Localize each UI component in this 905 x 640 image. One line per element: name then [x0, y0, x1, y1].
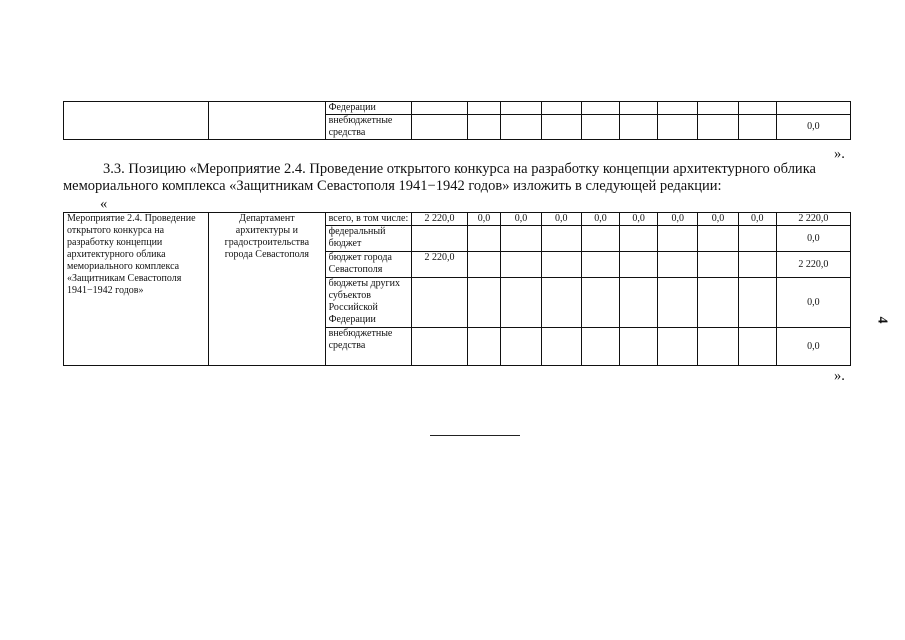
previous-table-fragment: [63, 101, 851, 140]
value-cell: 0,0: [698, 213, 738, 226]
executor-name: Департамент архитектуры и градостроительства города Севастополя: [209, 213, 326, 366]
closing-quote: ».: [834, 146, 845, 162]
value-cell: [412, 278, 467, 328]
table-row: [64, 213, 851, 226]
row-label: федеральный бюджет: [325, 226, 412, 252]
row-label: внебюджетные средства: [325, 328, 412, 366]
row-label: бюджеты других субъектов Российской Федерации: [325, 278, 412, 328]
value-cell: 2 220,0: [412, 252, 467, 278]
value-cell: [412, 226, 467, 252]
opening-quote: «: [100, 196, 108, 212]
closing-quote: ».: [834, 368, 845, 384]
value-cell: 0,0: [581, 213, 619, 226]
row-label: бюджет города Севастополя: [325, 252, 412, 278]
value-cell: 0,0: [467, 213, 501, 226]
value-cell: 0,0: [620, 213, 658, 226]
separator-line: [430, 435, 520, 436]
row-label: всего, в том числе:: [325, 213, 412, 226]
total-value: 2 220,0: [776, 213, 850, 226]
value-cell: 0,0: [738, 213, 776, 226]
total-value: 0,0: [776, 115, 850, 140]
total-value: 0,0: [776, 328, 850, 366]
row-label: внебюджетные средства: [325, 115, 412, 140]
row-label: Федерации: [325, 102, 412, 115]
table-cell: [209, 102, 326, 140]
total-value: 0,0: [776, 278, 850, 328]
value-cell: 0,0: [658, 213, 698, 226]
paragraph-line-2: мемориального комплекса «Защитникам Севастополя 1941−1942 годов» изложить в следующей редакции:: [63, 178, 722, 194]
table-cell: [64, 102, 209, 140]
value-cell: 0,0: [501, 213, 541, 226]
total-value: 0,0: [776, 226, 850, 252]
event-name: Мероприятие 2.4. Проведение открытого конкурса на разработку концепции архитектурного облика мемориального комплекса «Защитникам Севастополя 1941−1942 годов»: [64, 213, 209, 366]
paragraph-line-1: 3.3. Позицию «Мероприятие 2.4. Проведение открытого конкурса на разработку концепции архитектурного облика: [103, 161, 816, 177]
value-cell: [412, 328, 467, 366]
event-table: [63, 212, 851, 366]
total-value: 2 220,0: [776, 252, 850, 278]
value-cell: 0,0: [541, 213, 581, 226]
page-number: 4: [874, 316, 890, 324]
value-cell: 2 220,0: [412, 213, 467, 226]
